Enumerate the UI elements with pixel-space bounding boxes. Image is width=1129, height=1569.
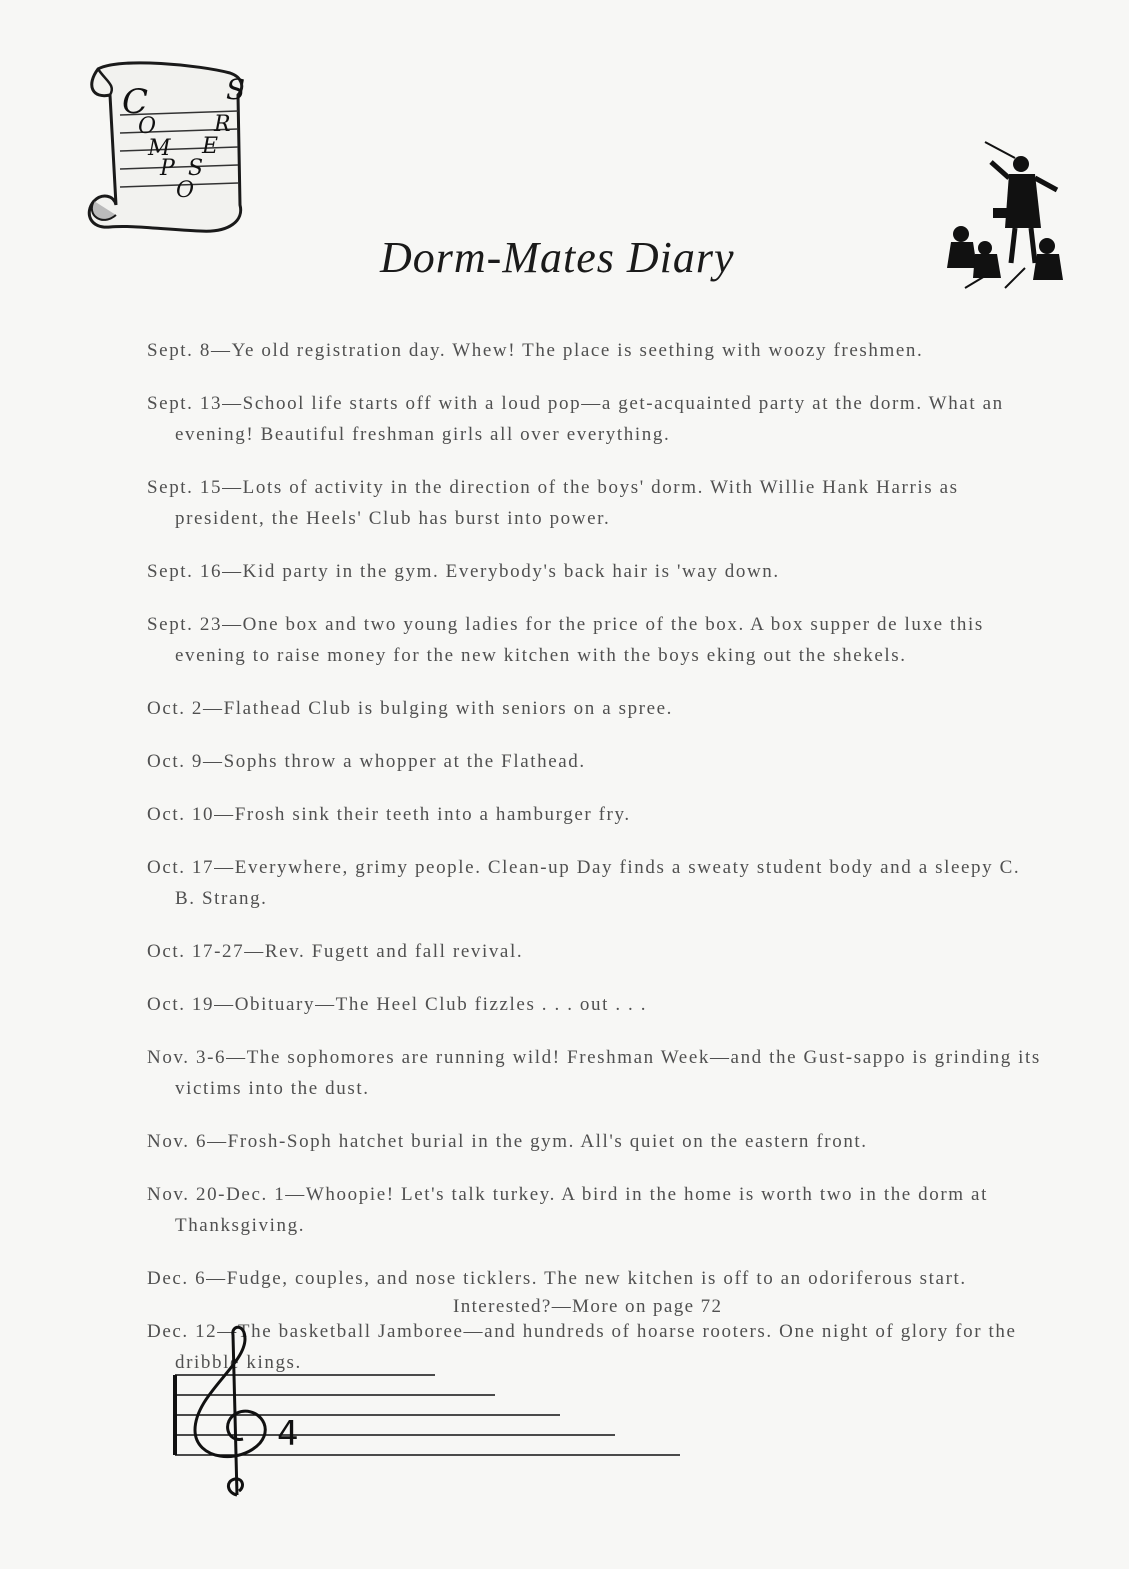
diary-entry: Sept. 23—One box and two young ladies for the price of the box. A box supper de luxe this evening to raise money for the new kitchen with the boys eking out the shekels. — [147, 614, 984, 666]
diary-entry: Sept. 13—School life starts off with a loud pop—a get-acquainted party at the dorm. What an evening! Beautiful freshman girls all over everything. — [147, 393, 1004, 445]
scroll-letter: O — [176, 178, 195, 203]
conductor-orchestra-illustration — [945, 138, 1065, 298]
diary-entry: Nov. 20-Dec. 1—Whoopie! Let's talk turkey. A bird in the home is worth two in the dorm at Thanksgiving. — [147, 1184, 988, 1236]
scroll-letter: M — [148, 136, 171, 161]
diary-entry: Oct. 19—Obituary—The Heel Club fizzles . . . out . . . — [147, 994, 648, 1015]
diary-entry: Oct. 10—Frosh sink their teeth into a hamburger fry. — [147, 804, 631, 825]
scroll-letter: S — [226, 73, 246, 106]
continued-note: Interested?—More on page 72 — [453, 1296, 723, 1317]
diary-entry: Oct. 2—Flathead Club is bulging with seniors on a spree. — [147, 698, 674, 719]
scroll-letter: C — [122, 82, 149, 122]
diary-entry: Dec. 6—Fudge, couples, and nose ticklers. The new kitchen is off to an odoriferous start. — [147, 1268, 967, 1289]
page-title: Dorm-Mates Diary — [380, 233, 735, 282]
scroll-letter: E — [202, 134, 219, 159]
composer-scroll-logo — [80, 55, 255, 240]
scroll-letter: S — [188, 156, 204, 181]
diary-entries — [147, 335, 1047, 1400]
scroll-letter: R — [214, 112, 231, 137]
scroll-letter: O — [138, 114, 157, 139]
diary-entry: Sept. 8—Ye old registration day. Whew! The place is seething with woozy freshmen. — [147, 340, 924, 361]
diary-entry: Nov. 6—Frosh-Soph hatchet burial in the gym. All's quiet on the eastern front. — [147, 1131, 868, 1152]
diary-entry: Sept. 16—Kid party in the gym. Everybody's back hair is 'way down. — [147, 561, 780, 582]
treble-clef-staff-ornament — [165, 1325, 695, 1505]
scroll-letter: P — [160, 156, 175, 181]
diary-entry: Dec. 12—The basketball Jamboree—and hundreds of hoarse rooters. One night of glory for the dribble kings. — [147, 1321, 1017, 1373]
diary-entry: Nov. 3-6—The sophomores are running wild! Freshman Week—and the Gust-sappo is grinding its victims into the dust. — [147, 1047, 1041, 1099]
diary-entry: Oct. 17-27—Rev. Fugett and fall revival. — [147, 941, 524, 962]
diary-entry: Sept. 15—Lots of activity in the direction of the boys' dorm. With Willie Hank Harris as president, the Heels' Club has burst into power. — [147, 477, 959, 529]
staff-mark: 4 — [277, 1414, 299, 1454]
diary-entry: Oct. 9—Sophs throw a whopper at the Flathead. — [147, 751, 586, 772]
diary-entry: Oct. 17—Everywhere, grimy people. Clean-up Day finds a sweaty student body and a sleepy C. B. Strang. — [147, 857, 1021, 909]
